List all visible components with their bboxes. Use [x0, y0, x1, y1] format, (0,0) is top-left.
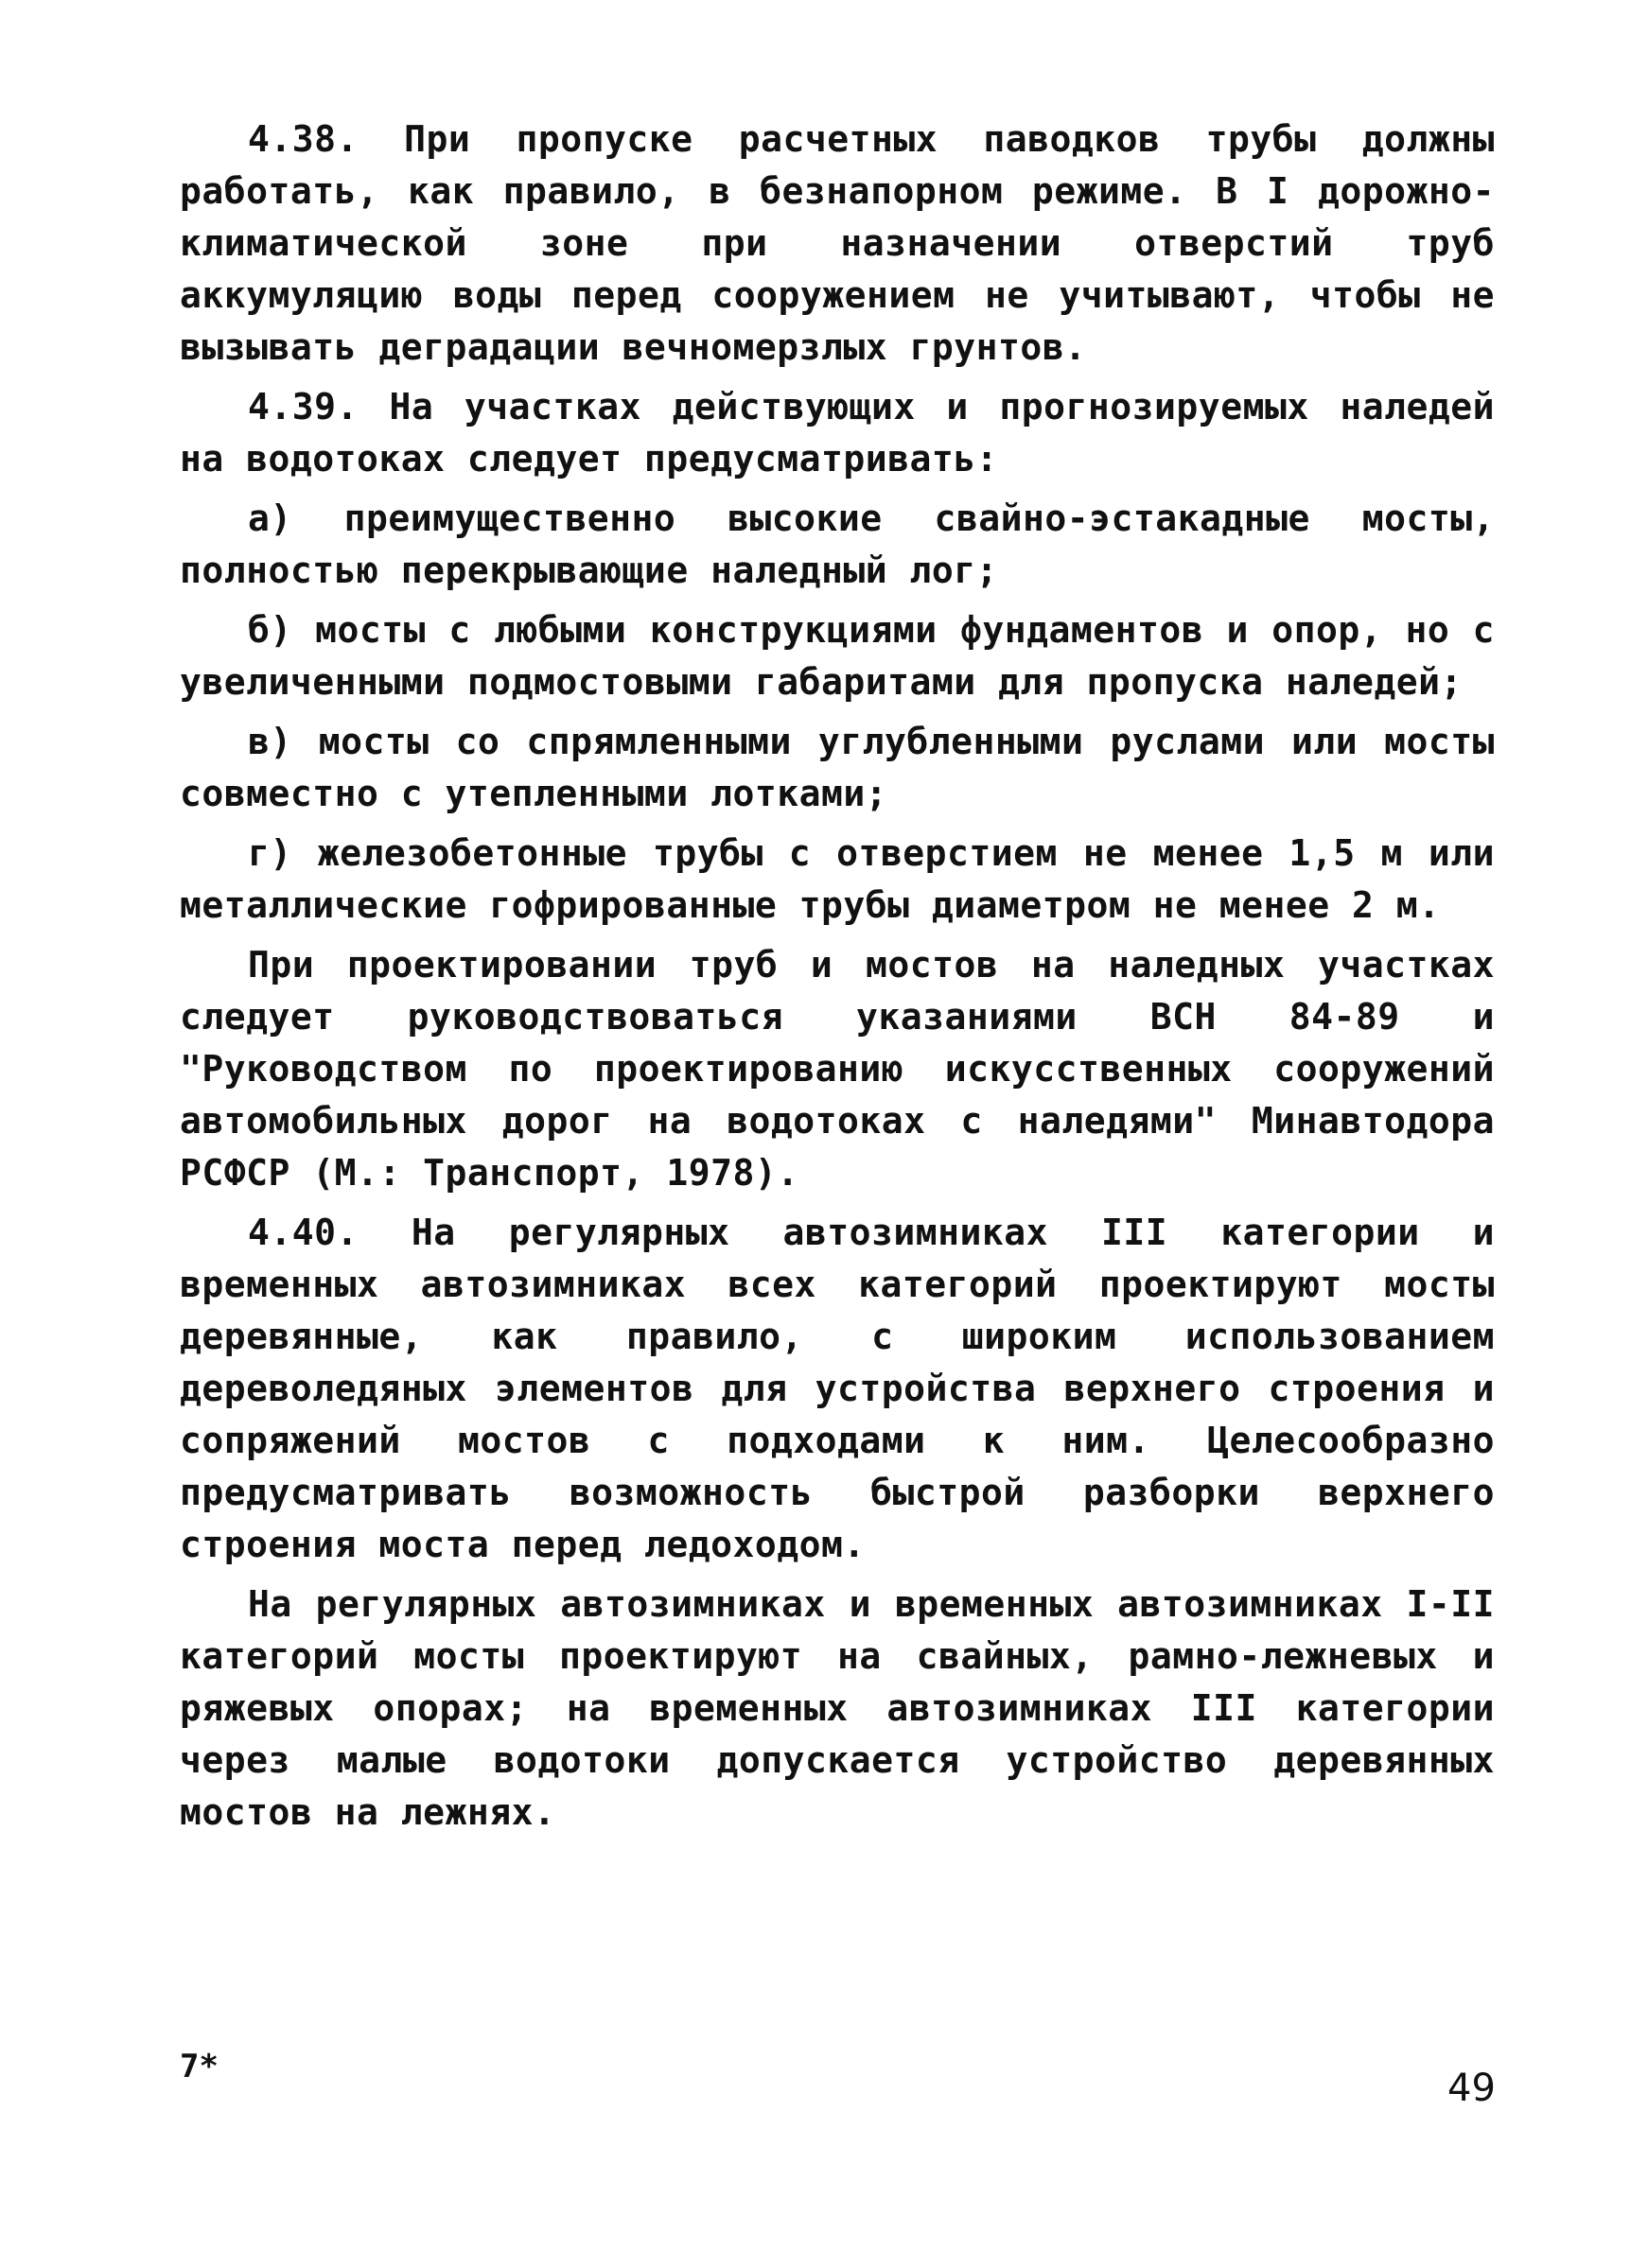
signature-mark: 7* — [180, 2048, 219, 2085]
paragraph-reference: При проектировании труб и мостов на наледных участках следует руководствоваться указаниями ВСН 84-89 и "Руководством по проектированию искусственных сооружений автомобильных дорог на водотоках с наледями" Минавтодора РСФСР (М.: Транспорт, 1978). — [180, 944, 1495, 1194]
list-item-g: г) железобетонные трубы с отверстием не менее 1,5 м или металлические гофрированные трубы диаметром не менее 2 м. — [180, 832, 1495, 926]
paragraph-4-40: 4.40. На регулярных автозимниках III категории и временных автозимниках всех категорий проектируют мосты деревянные, как правило, с широким использованием дереволедяных элементов для устройства верхнего строения и сопряжений мостов с подходами к ним. Целесообразно предусматривать возможность быстрой разборки верхнего строения моста перед ледоходом. — [180, 1212, 1495, 1565]
document-body — [180, 113, 1495, 1839]
list-item-b: б) мосты с любыми конструкциями фундаментов и опор, но с увеличенными подмостовыми габаритами для пропуска наледей; — [180, 609, 1495, 703]
paragraph-4-39: 4.39. На участках действующих и прогнозируемых наледей на водотоках следует предусматривать: — [180, 386, 1495, 480]
paragraph-4-38: 4.38. При пропуске расчетных паводков трубы должны работать, как правило, в безнапорном режиме. В I дорожно-климатической зоне при назначении отверстий труб аккумуляцию воды перед сооружением не учитывают, чтобы не вызывать деградации вечномерзлых грунтов. — [180, 118, 1495, 368]
list-item-a: а) преимущественно высокие свайно-эстакадные мосты, полностью перекрывающие наледный лог; — [180, 497, 1495, 591]
paragraph-final: На регулярных автозимниках и временных автозимниках I-II категорий мосты проектируют на свайных, рамно-лежневых и ряжевых опорах; на временных автозимниках III категории через малые водотоки допускается устройство деревянных мостов на лежнях. — [180, 1583, 1495, 1833]
list-item-v: в) мосты со спрямленными углубленными руслами или мосты совместно с утепленными лотками; — [180, 721, 1495, 814]
page-number: 49 — [1447, 2067, 1496, 2110]
